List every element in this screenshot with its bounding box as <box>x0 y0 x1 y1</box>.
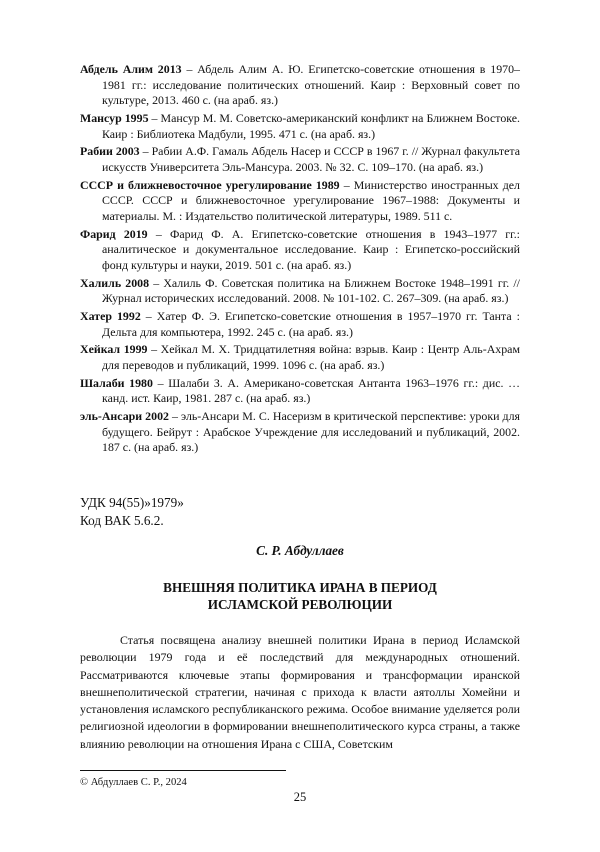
abstract-text: Статья посвящена анализу внешней политики Ирана в период Исламской революции 1979 года и её последствий для международных отношений. Рассматриваются ключевые этапы формирования и трансформации иранской внешнеполитической стратегии, начиная с прихода к власти аятоллы Хомейни и установления исламского республиканского режима. Особое внимание уделяется роли религиозной идеологии в формировании внешнеполитического курса страны, а также влиянию революции на отношения Ирана с США, Советским <box>80 633 520 751</box>
reference-text: – Халиль Ф. Советская политика на Ближнем Востоке 1948–1991 гг. // Журнал исторических исследований. 2008. № 101-102. С. 267–309. (на араб. яз.) <box>102 275 520 306</box>
reference-author: СССР и ближневосточное урегулирование 1989 <box>80 177 340 192</box>
reference-text: – Рабии А.Ф. Гамаль Абдель Насер и СССР в 1967 г. // Журнал факультета искусств Университета Эль-Мансура. 2003. № 32. С. 109–170. (на араб. яз.) <box>102 144 520 174</box>
reference-item <box>80 376 520 407</box>
classification-block <box>80 494 184 530</box>
reference-item <box>80 111 520 142</box>
reference-item <box>80 144 520 175</box>
reference-text: – Хатер Ф. Э. Египетско-советские отношения в 1957–1970 гг. Танта : Дельта для компьютера, 1992. 245 с. (на араб. яз.) <box>102 309 520 339</box>
copyright-footnote: © Абдуллаев С. Р., 2024 <box>80 777 187 788</box>
reference-text: – Фарид Ф. А. Египетско-советские отношения в 1943–1977 гг.: аналитическое и документальное исследование. Каир : Египетско-российский фонд культуры и науки, 2019. 501 с. (на араб. яз.) <box>102 226 520 272</box>
reference-item <box>80 178 520 225</box>
reference-author: эль-Ансари 2002 <box>80 409 169 424</box>
reference-text: – Шалаби З. А. Американо-советская Антанта 1963–1976 гг.: дис. … канд. ист. Каир, 1981. 287 с. (на араб. яз.) <box>102 375 520 406</box>
references-block <box>80 62 520 458</box>
article-title <box>80 579 520 613</box>
reference-item <box>80 342 520 373</box>
reference-list <box>80 62 520 456</box>
reference-item <box>80 309 520 340</box>
reference-item <box>80 276 520 307</box>
reference-author: Мансур 1995 <box>80 110 149 125</box>
reference-author: Рабии 2003 <box>80 144 140 159</box>
footnote-divider <box>80 770 286 771</box>
reference-author: Халиль 2008 <box>80 275 150 290</box>
reference-author: Хатер 1992 <box>80 309 141 324</box>
reference-text: – Хейкал М. Х. Тридцатилетняя война: взрыв. Каир : Центр Аль-Ахрам для переводов и публикаций, 1999. 1096 с. (на араб. яз.) <box>102 342 520 372</box>
abstract <box>80 632 520 753</box>
page-number: 25 <box>293 790 307 804</box>
reference-text: – эль-Ансари М. С. Насеризм в критической перспективе: уроки для будущего. Бейрут : Арабское Учреждение для исследований и публикаций, 2002. 187 с. (на араб. яз.) <box>102 409 520 455</box>
vak-code: Код ВАК 5.6.2. <box>80 513 164 528</box>
reference-author: Фарид 2019 <box>80 226 148 241</box>
udk-code: УДК 94(55)»1979» <box>80 495 184 510</box>
reference-item <box>80 409 520 456</box>
reference-author: Шалаби 1980 <box>80 375 153 390</box>
article-title-line: ИСЛАМСКОЙ РЕВОЛЮЦИИ <box>207 597 393 612</box>
reference-text: – Министерство иностранных дел СССР. СССР и ближневосточное урегулирование 1967–1988: Документы и материалы. М. : Издательство политической литературы, 1989. 511 с. <box>102 177 520 223</box>
article-title-line: ВНЕШНЯЯ ПОЛИТИКА ИРАНА В ПЕРИОД <box>163 580 437 595</box>
reference-text: – Мансур М. М. Советско-американский конфликт на Ближнем Востоке. Каир : Библиотека Мадбули, 1995. 471 с. (на араб. яз.) <box>102 110 520 141</box>
article-author: С. Р. Абдуллаев <box>256 543 344 558</box>
reference-author: Хейкал 1999 <box>80 342 148 357</box>
reference-item <box>80 227 520 274</box>
reference-text: – Абдель Алим А. Ю. Египетско-советские отношения в 1970–1981 гг.: исследование политических отношений. Каир : Верховный совет по культуре, 2013. 460 с. (на араб. яз.) <box>102 62 520 108</box>
reference-author: Абдель Алим 2013 <box>80 62 182 76</box>
reference-item <box>80 62 520 109</box>
